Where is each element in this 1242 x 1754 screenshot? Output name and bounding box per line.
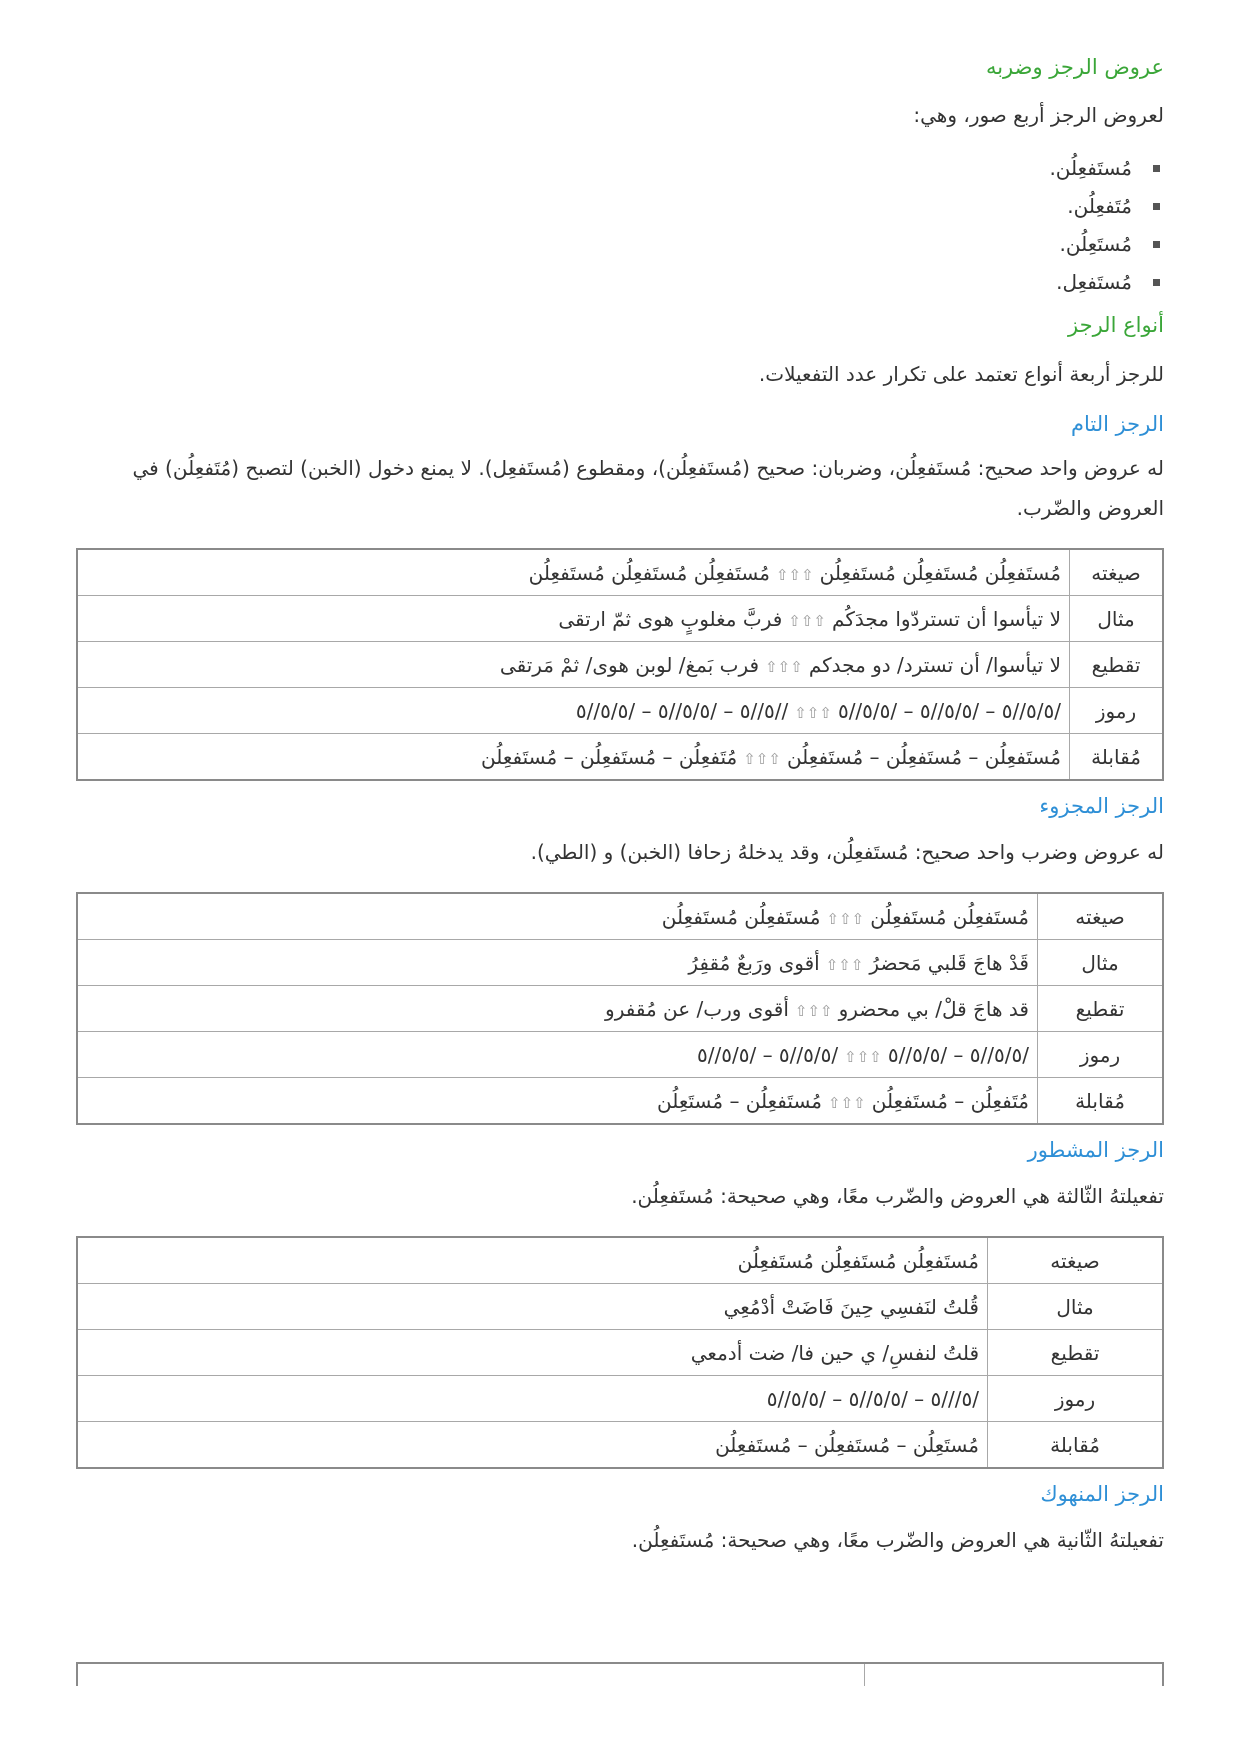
row-label: صيغته xyxy=(1070,549,1164,596)
row-value: قُلتُ لنَفسِي حِينَ فَاضَتْ أدْمُعِي xyxy=(77,1284,988,1330)
row-label: مثال xyxy=(1070,596,1164,642)
second-hemistich: مُستَفعِلُن – مُستَعِلُن xyxy=(657,1088,822,1113)
second-hemistich: فربَّ مغلوبٍ هوى ثمّ ارتقى xyxy=(558,606,783,631)
row-label: رموز xyxy=(1038,1032,1164,1078)
separator-arrows-icon: ⇧⇧⇧ xyxy=(828,1093,866,1112)
half-meter-table xyxy=(76,1236,1164,1469)
first-hemistich: لا تيأسوا أن تستردّوا مجدَكُم xyxy=(832,606,1061,631)
second-hemistich: أقوى ورَبعٌ مُقفِرُ xyxy=(688,950,820,975)
section-title-complete: الرجز التام xyxy=(1070,412,1164,436)
row-label: تقطيع xyxy=(988,1330,1164,1376)
list-item: مُستَفعِل. xyxy=(76,263,1164,301)
table-row xyxy=(77,1376,1163,1422)
reduced-meter-table xyxy=(76,1662,1164,1686)
section-title-reduced: الرجز المنهوك xyxy=(1040,1482,1164,1506)
first-hemistich: مُستَفعِلُن مُستَفعِلُن مُستَفعِلُن xyxy=(819,560,1061,585)
first-hemistich: قد هاجَ قلْ/ بي محضرو xyxy=(838,996,1029,1021)
table-row xyxy=(77,1078,1163,1125)
table-row xyxy=(77,642,1163,688)
row-label: مُقابلة xyxy=(1038,1078,1164,1125)
second-hemistich: //٥//٥ – /٥/٥//٥ – /٥/٥//٥ xyxy=(575,698,789,723)
row-label: رموز xyxy=(1070,688,1164,734)
table-row xyxy=(77,940,1163,986)
row-value: مُستَفعِلُن مُستَفعِلُن مُستَفعِلُن xyxy=(77,1237,988,1284)
reduced-description: تفعيلتهُ الثّانية هي العروض والضّرب معًا، وهي صحيحة: مُستَفعِلُن. xyxy=(631,1528,1164,1552)
row-value xyxy=(77,940,1038,986)
second-hemistich: مُستَفعِلُن مُستَفعِلُن xyxy=(661,904,821,929)
row-label: صيغته xyxy=(1038,893,1164,940)
arud-intro: لعروض الرجز أربع صور، وهي: xyxy=(913,103,1164,127)
separator-arrows-icon: ⇧⇧⇧ xyxy=(825,955,864,974)
row-label: مثال xyxy=(1038,940,1164,986)
partial-description: له عروض وضرب واحد صحيح: مُستَفعِلُن، وقد يدخلهُ زحافا (الخبن) و (الطي). xyxy=(530,840,1164,864)
table-row xyxy=(77,734,1163,781)
separator-arrows-icon: ⇧⇧⇧ xyxy=(765,657,803,676)
table-row xyxy=(77,1237,1163,1284)
table-row xyxy=(77,1032,1163,1078)
first-hemistich: قَدْ هاجَ قَلبي مَحضرُ xyxy=(869,950,1029,975)
half-description: تفعيلتهُ الثّالثة هي العروض والضّرب معًا، وهي صحيحة: مُستَفعِلُن. xyxy=(631,1184,1164,1208)
separator-arrows-icon: ⇧⇧⇧ xyxy=(844,1047,882,1066)
row-label: مُقابلة xyxy=(988,1422,1164,1469)
table-row xyxy=(77,1284,1163,1330)
row-label: مُقابلة xyxy=(1070,734,1164,781)
second-hemistich: أقوى ورب/ عن مُقفرو xyxy=(605,996,789,1021)
complete-meter-table xyxy=(76,548,1164,781)
row-label: تقطيع xyxy=(1070,642,1164,688)
table-row xyxy=(77,596,1163,642)
second-hemistich: مُستَفعِلُن مُستَفعِلُن مُستَفعِلُن xyxy=(528,560,770,585)
section-title-partial: الرجز المجزوء xyxy=(1039,794,1164,818)
section-title-half: الرجز المشطور xyxy=(1027,1138,1164,1162)
row-label: تقطيع xyxy=(1038,986,1164,1032)
row-value xyxy=(77,986,1038,1032)
row-value xyxy=(77,642,1070,688)
row-value: مُستَعِلُن – مُستَفعِلُن – مُستَفعِلُن xyxy=(77,1422,988,1469)
row-value xyxy=(77,1078,1038,1125)
first-hemistich: لا تيأسوا/ أن تسترد/ دو مجدكم xyxy=(808,652,1061,677)
row-value xyxy=(77,893,1038,940)
types-intro: للرجز أربعة أنواع تعتمد على تكرار عدد التفعيلات. xyxy=(758,362,1164,386)
first-hemistich: مُستَفعِلُن مُستَفعِلُن xyxy=(870,904,1029,929)
section-title-arud: عروض الرجز وضربه xyxy=(985,55,1164,79)
list-item: مُتَفعِلُن. xyxy=(76,187,1164,225)
table-column-divider xyxy=(864,1664,865,1686)
separator-arrows-icon: ⇧⇧⇧ xyxy=(788,611,827,630)
arud-forms-list xyxy=(76,149,1164,301)
second-hemistich: فرب بَمغ/ لوبن هوى/ ثمْ مَرتقى xyxy=(499,652,760,677)
row-value: /٥///٥ – /٥/٥//٥ – /٥/٥//٥ xyxy=(77,1376,988,1422)
complete-description: له عروض واحد صحيح: مُستَفعِلُن، وضربان: صحيح (مُستَفعِلُن)، ومقطوع (مُستَفعِل). لا يمنع دخول (الخبن) لتصبح (مُتَفعِلُن) في العروض والضّرب. xyxy=(132,456,1164,520)
table-row xyxy=(77,688,1163,734)
second-hemistich: مُتَفعِلُن – مُستَفعِلُن – مُستَفعِلُن xyxy=(481,744,738,769)
row-label: صيغته xyxy=(988,1237,1164,1284)
first-hemistich: /٥/٥//٥ – /٥/٥//٥ xyxy=(887,1042,1029,1067)
list-item: مُستَعِلُن. xyxy=(76,225,1164,263)
row-value xyxy=(77,1032,1038,1078)
row-value: قلتُ لنفسِ/ ي حين فا/ ضت أدمعي xyxy=(77,1330,988,1376)
row-value xyxy=(77,688,1070,734)
separator-arrows-icon: ⇧⇧⇧ xyxy=(743,749,781,768)
first-hemistich: /٥/٥//٥ – /٥/٥//٥ – /٥/٥//٥ xyxy=(837,698,1061,723)
first-hemistich: مُستَفعِلُن – مُستَفعِلُن – مُستَفعِلُن xyxy=(786,744,1061,769)
table-row xyxy=(77,1330,1163,1376)
separator-arrows-icon: ⇧⇧⇧ xyxy=(826,909,865,928)
row-label: مثال xyxy=(988,1284,1164,1330)
table-row xyxy=(77,549,1163,596)
first-hemistich: مُتَفعِلُن – مُستَفعِلُن xyxy=(871,1088,1029,1113)
separator-arrows-icon: ⇧⇧⇧ xyxy=(794,703,832,722)
second-hemistich: /٥/٥//٥ – /٥/٥//٥ xyxy=(697,1042,839,1067)
section-title-types: أنواع الرجز xyxy=(1068,313,1164,337)
row-value xyxy=(77,596,1070,642)
row-value xyxy=(77,734,1070,781)
table-row xyxy=(77,986,1163,1032)
row-value xyxy=(77,549,1070,596)
table-row xyxy=(77,1422,1163,1469)
separator-arrows-icon: ⇧⇧⇧ xyxy=(775,565,814,584)
list-item: مُستَفعِلُن. xyxy=(76,149,1164,187)
separator-arrows-icon: ⇧⇧⇧ xyxy=(794,1001,833,1020)
partial-meter-table xyxy=(76,892,1164,1125)
table-row xyxy=(77,893,1163,940)
row-label: رموز xyxy=(988,1376,1164,1422)
